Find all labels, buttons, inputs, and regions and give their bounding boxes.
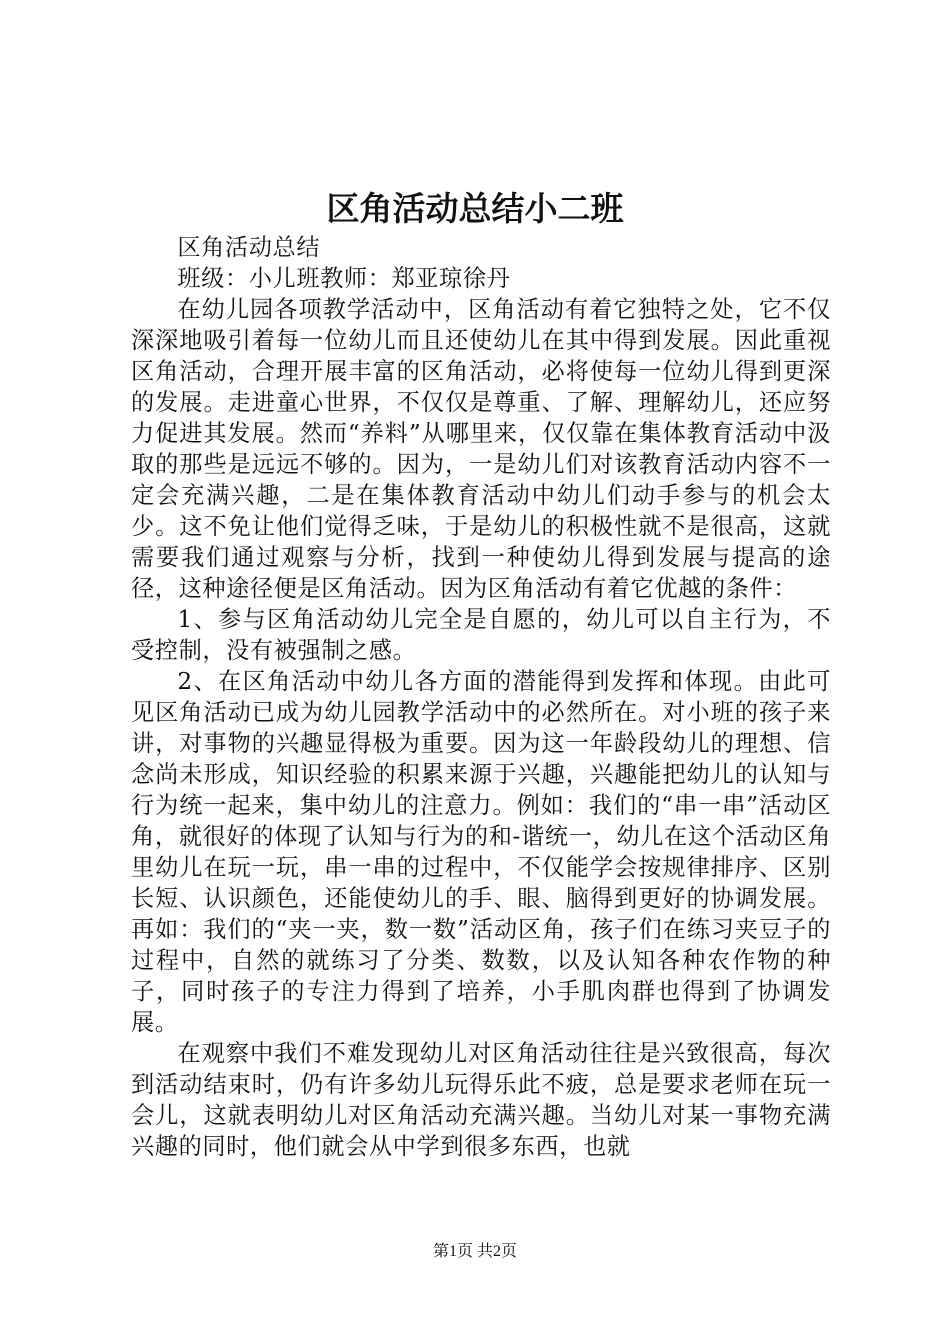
paragraph-intro: 在幼儿园各项教学活动中，区角活动有着它独特之处，它不仅深深地吸引着每一位幼儿而且还使幼儿在其中得到发展。因此重视区角活动，合理开展丰富的区角活动，必将使每一位幼儿得到更深的发展。走进童心世界，不仅仅是尊重、了解、理解幼儿，还应努力促进其发展。然而“养料”从哪里来，仅仅靠在集体教育活动中汲取的那些是远远不够的。因为，一是幼儿们对该教育活动内容不一定会充满兴趣，二是在集体教育活动中幼儿们动手参与的机会太少。这不免让他们觉得乏味，于是幼儿的积极性就不是很高，这就需要我们通过观察与分析，找到一种使幼儿得到发展与提高的途径，这种途径便是区角活动。因为区角活动有着它优越的条件： xyxy=(131,296,831,602)
paragraph-point-1: 1、参与区角活动幼儿完全是自愿的，幼儿可以自主行为，不受控制，没有被强制之感。 xyxy=(131,606,831,664)
paragraph-observation: 在观察中我们不难发现幼儿对区角活动往往是兴致很高，每次到活动结束时，仍有许多幼儿玩得乐此不疲，总是要求老师在玩一会儿，这就表明幼儿对区角活动充满兴趣。当幼儿对某一事物充满兴趣的同时，他们就会从中学到很多东西，也就 xyxy=(131,1040,831,1160)
page-footer: 第1页 共2页 xyxy=(432,1243,517,1260)
document-title: 区角活动总结小二班 xyxy=(326,189,624,228)
document-body xyxy=(131,232,831,1162)
paragraph-point-2: 2、在区角活动中幼儿各方面的潜能得到发挥和体现。由此可见区角活动已成为幼儿园教学活动中的必然所在。对小班的孩子来讲，对事物的兴趣显得极为重要。因为这一年龄段幼儿的理想、信念尚未形成，知识经验的积累来源于兴趣，兴趣能把幼儿的认知与行为统一起来，集中幼儿的注意力。例如：我们的“串一串”活动区角，就很好的体现了认知与行为的和-谐统一，幼儿在这个活动区角里幼儿在玩一玩，串一串的过程中，不仅能学会按规律排序、区别长短、认识颜色，还能使幼儿的手、眼、脑得到更好的协调发展。再如：我们的“夹一夹，数一数”活动区角，孩子们在练习夹豆子的过程中，自然的就练习了分类、数数，以及认知各种农作物的种子，同时孩子的专注力得到了培养，小手肌肉群也得到了协调发展。 xyxy=(131,668,831,1036)
paragraph-heading: 区角活动总结 xyxy=(177,234,321,261)
paragraph-class-teachers: 班级：小儿班教师：郑亚琼徐丹 xyxy=(177,265,511,292)
